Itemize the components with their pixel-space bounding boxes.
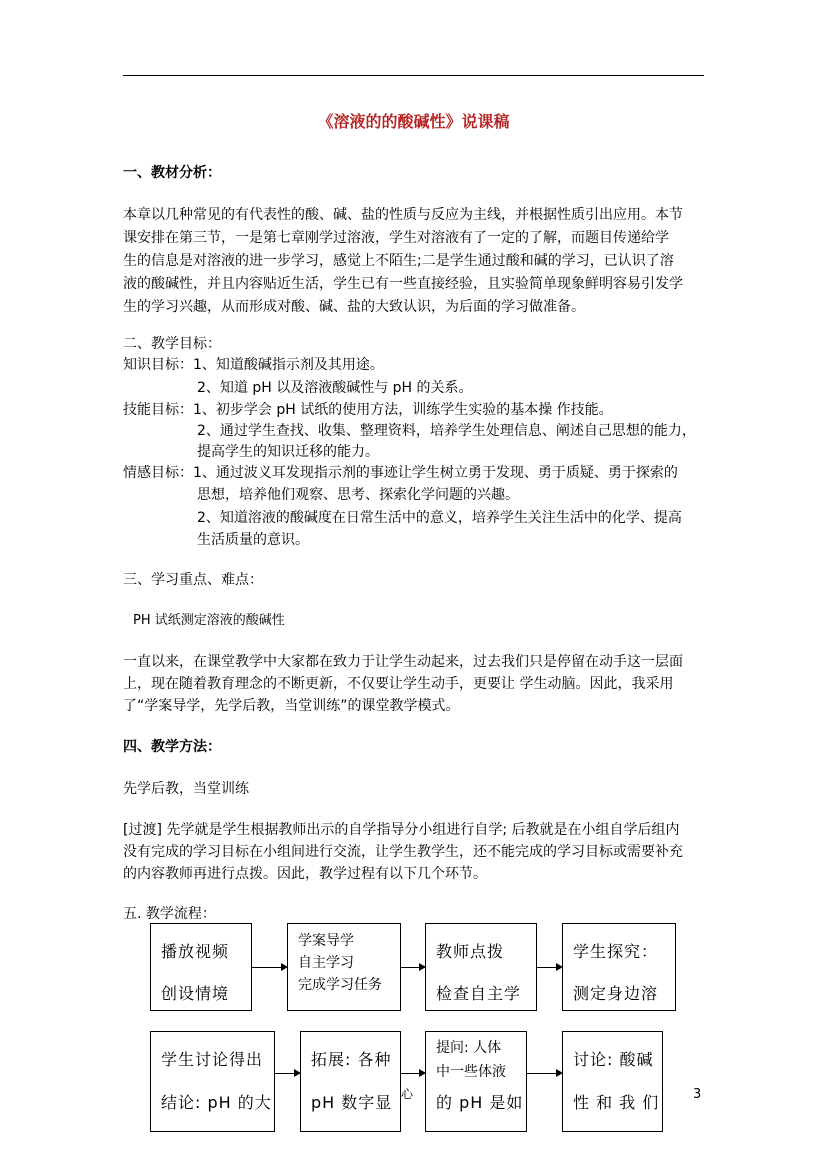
goal-line: 提高学生的知识迁移的能力。	[197, 444, 379, 460]
flow-box-text: 完成学习任务	[298, 977, 382, 993]
flow-box-extension	[300, 1031, 401, 1132]
header-rule	[123, 75, 704, 76]
section-heading-analysis: 一、教材分析：	[123, 165, 221, 181]
document-title: 《溶液的的酸碱性》说课稿	[317, 112, 510, 131]
paragraph-line: 液的酸碱性，并且内容贴近生活，学生已有一些直接经验，且实验简单现象鲜明容易引发学	[123, 276, 683, 292]
flow-box-text: 创设情境	[161, 984, 230, 1003]
method-text: 先学后教，当堂训练	[123, 781, 249, 797]
flow-arrow	[252, 967, 286, 968]
page-number: 3	[693, 1087, 702, 1102]
flow-box-text: 拓展: 各种	[311, 1050, 392, 1069]
paragraph-line: 一直以来，在课堂教学中大家都在致力于让学生动起来，过去我们只是停留在动手这一层面	[123, 654, 683, 670]
section-heading-goals: 二、教学目标：	[123, 336, 221, 352]
flow-arrow	[275, 1073, 299, 1074]
flow-box-text: 播放视频	[161, 942, 230, 961]
flow-box-text: 提问: 人体	[436, 1040, 502, 1056]
flow-arrow	[401, 967, 424, 968]
flow-box-text: 学生探究：	[573, 942, 659, 961]
flow-box-text: 检查自主学	[436, 984, 522, 1003]
flow-box-teacher-guidance	[425, 923, 537, 1011]
paragraph-line: 了“学案导学，先学后教，当堂训练”的课堂教学模式。	[123, 698, 460, 714]
flow-box-video	[150, 923, 252, 1011]
flow-arrow	[527, 1073, 561, 1074]
flow-box-text: 的 pH 是如	[436, 1093, 524, 1112]
flow-box-text: 结论: pH 的大	[161, 1093, 272, 1112]
flow-box-text: 学生讨论得出	[161, 1050, 264, 1069]
flow-box-question	[425, 1031, 527, 1132]
flow-arrow	[537, 967, 561, 968]
flow-box-text: pH 数字显	[311, 1093, 393, 1112]
paragraph-line: 课安排在第三节，一是第七章刚学过溶液，学生对溶液有了一定的了解，而题目传递给学	[123, 230, 669, 246]
flow-box-guided-study	[287, 923, 401, 1011]
section-heading-methods: 四、教学方法：	[123, 739, 221, 755]
paragraph-line: 没有完成的学习目标在小组间进行交流，让学生教学生，还不能完成的学习目标或需要补充	[123, 844, 683, 860]
flow-box-discussion-conclusion	[150, 1031, 275, 1132]
flow-box-text: 性 和 我 们	[573, 1093, 660, 1112]
goal-line: 2、知道 pH 以及溶液酸碱性与 pH 的关系。	[197, 380, 473, 396]
flow-box-discussion-acidity	[562, 1031, 663, 1132]
flow-box-text: 自主学习	[298, 955, 354, 971]
goal-line: 技能目标：1、初步学会 pH 试纸的使用方法，训练学生实验的基本操 作技能。	[123, 402, 613, 418]
stray-character: 心	[401, 1087, 414, 1101]
goal-line: 思想，培养他们观察、思考、探索化学问题的兴趣。	[197, 487, 519, 503]
flow-box-text: 中一些体液	[436, 1064, 506, 1080]
paragraph-line: 生的信息是对溶液的进一步学习，感觉上不陌生;二是学生通过酸和碱的学习，已认识了溶	[123, 253, 674, 269]
flow-box-text: 教师点拨	[436, 942, 505, 961]
flow-box-text: 讨论: 酸碱	[573, 1050, 654, 1069]
paragraph-line: [过渡] 先学就是学生根据教师出示的自学指导分小组进行自学; 后教就是在小组自学后组内	[123, 822, 680, 838]
paragraph-line: 生的学习兴趣，从而形成对酸、碱、盐的大致认识，为后面的学习做准备。	[123, 299, 585, 315]
flow-box-text: 学案导学	[298, 933, 354, 949]
section-heading-keypoints: 三、学习重点、难点：	[123, 572, 263, 588]
paragraph-line: 本章以几种常见的有代表性的酸、碱、盐的性质与反应为主线，并根据性质引出应用。本节	[123, 207, 683, 223]
flow-box-text: 测定身边溶	[573, 984, 659, 1003]
section-heading-flow: 五. 教学流程：	[123, 906, 216, 922]
keypoint-text: PH 试纸测定溶液的酸碱性	[133, 613, 285, 628]
flow-box-student-inquiry	[562, 923, 676, 1011]
paragraph-line: 上，现在随着教育理念的不断更新，不仅要让学生动手，更要让 学生动脑。因此，我采用	[123, 676, 674, 692]
paragraph-line: 的内容教师再进行点拨。因此，教学过程有以下几个环节。	[123, 866, 487, 882]
flow-arrow	[401, 1073, 424, 1074]
goal-line: 2、知道溶液的酸碱度在日常生活中的意义，培养学生关注生活中的化学、提高	[197, 510, 682, 526]
goal-line: 情感目标：1、通过波义耳发现指示剂的事迹让学生树立勇于发现、勇于质疑、勇于探索的	[123, 465, 678, 481]
goal-line: 知识目标：1、知道酸碱指示剂及其用途。	[123, 357, 384, 373]
goal-line: 2、通过学生查找、收集、整理资料，培养学生处理信息、阐述自己思想的能力，	[197, 423, 696, 439]
goal-line: 生活质量的意识。	[197, 532, 309, 548]
